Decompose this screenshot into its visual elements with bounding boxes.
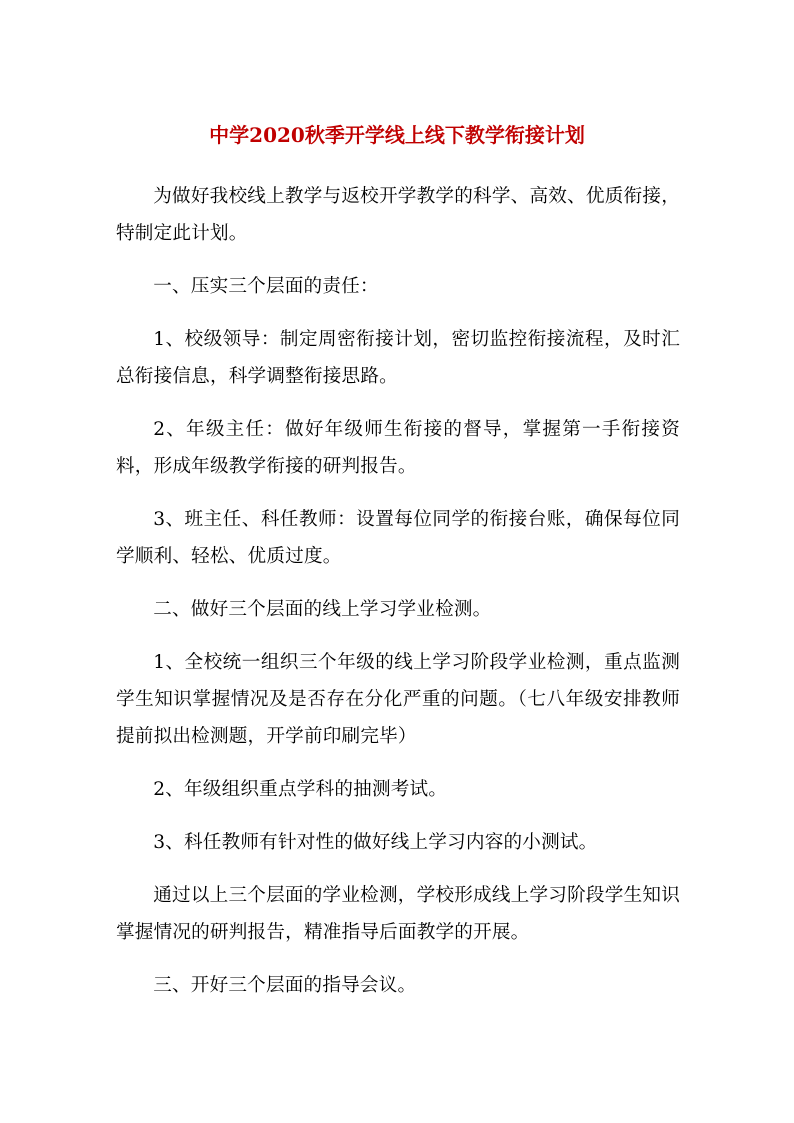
section-heading-2: 二、做好三个层面的线上学习学业检测。 [153,599,492,620]
paragraph-item: 3、班主任、科任教师：设置每位同学的衔接台账，确保每位同学顺利、轻松、优质过度。 [116,509,680,567]
paragraph-summary: 通过以上三个层面的学业检测，学校形成线上学习阶段学生知识掌握情况的研判报告，精准指导后面教学的开展。 [116,885,680,943]
document-title: 中学2020秋季开学线上线下教学衔接计划 [209,123,585,147]
document-body [116,178,680,1020]
paragraph-item: 2、年级组织重点学科的抽测考试。 [153,779,448,800]
paragraph-item: 1、校级领导：制定周密衔接计划，密切监控衔接流程，及时汇总衔接信息，科学调整衔接思路。 [116,329,680,387]
paragraph-item: 1、全校统一组织三个年级的线上学习阶段学业检测，重点监测学生知识掌握情况及是否存在分化严重的问题。（七八年级安排教师提前拟出检测题，开学前印刷完毕） [116,652,680,747]
paragraph-intro: 为做好我校线上教学与返校开学教学的科学、高效、优质衔接，特制定此计划。 [116,186,680,244]
section-heading-3: 三、开好三个层面的指导会议。 [153,975,417,996]
paragraph-item: 2、年级主任：做好年级师生衔接的督导，掌握第一手衔接资料，形成年级教学衔接的研判报告。 [116,419,680,477]
paragraph-item: 3、科任教师有针对性的做好线上学习内容的小测试。 [153,832,598,853]
section-heading-1: 一、压实三个层面的责任： [153,276,379,297]
